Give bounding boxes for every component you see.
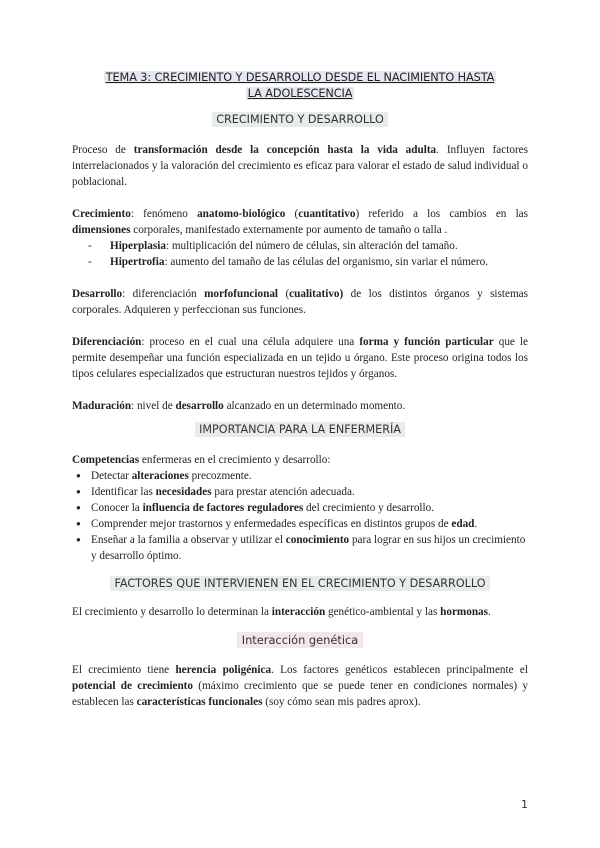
- list-item: ● Enseñar a la familia a observar y utilizar el conocimiento para lograr en sus hijos un crecimiento y desarrollo óptimo.: [72, 532, 528, 564]
- list-item: ● Identificar las necesidades para prestar atención adecuada.: [72, 484, 528, 500]
- list-item: ● Comprender mejor trastornos y enfermedades específicas en distintos grupos de edad.: [72, 516, 528, 532]
- crecimiento-list: [72, 238, 528, 270]
- subheading-interaccion-genetica: Interacción genética: [72, 632, 528, 648]
- section-heading-crecimiento: CRECIMIENTO Y DESARROLLO: [72, 112, 528, 128]
- paragraph-maduracion: Maduración: nivel de desarrollo alcanzado en un determinado momento.: [72, 400, 406, 412]
- paragraph-proceso: Proceso de transformación desde la concepción hasta la vida adulta. Influyen factores interrelacionados y la valoración del crecimiento es eficaz para valorar el estado de salud individual o poblacional.: [72, 144, 528, 188]
- page-title: [72, 70, 528, 102]
- section-heading-factores: FACTORES QUE INTERVIENEN EN EL CRECIMIENTO Y DESARROLLO: [72, 576, 528, 592]
- paragraph-crecimiento: Crecimiento: fenómeno anatomo-biológico (cuantitativo) referido a los cambios en las dimensiones corporales, manifestado externamente por aumento de tamaño o talla .: [72, 208, 529, 236]
- section-heading-importancia: IMPORTANCIA PARA LA ENFERMERÍA: [72, 422, 528, 438]
- paragraph-competencias: Competencias enfermeras en el crecimiento y desarrollo:: [72, 454, 331, 466]
- page-number: 1: [521, 798, 528, 811]
- list-item: - Hipertrofia: aumento del tamaño de las células del organismo, sin variar el número.: [72, 254, 528, 270]
- paragraph-interaccion: El crecimiento y desarrollo lo determinan la interacción genético-ambiental y las hormonas.: [72, 606, 491, 618]
- title-line-2: LA ADOLESCENCIA: [247, 87, 353, 100]
- list-item: ● Conocer la influencia de factores reguladores del crecimiento y desarrollo.: [72, 500, 528, 516]
- paragraph-desarrollo: Desarrollo: diferenciación morfofuncional (cualitativo) de los distintos órganos y sistemas corporales. Adquieren y perfeccionan sus funciones.: [72, 288, 528, 316]
- paragraph-diferenciacion: Diferenciación: proceso en el cual una célula adquiere una forma y función particular que le permite desempeñar una función especializada en un tejido u órgano. Este proceso origina todos los tipos celulares especializados que estructuran nuestros tejidos y órganos.: [72, 336, 528, 380]
- paragraph-herencia: El crecimiento tiene herencia poligénica. Los factores genéticos establecen principalmente el potencial de crecimiento (máximo crecimiento que se puede tener en condiciones normales) y establecen las características funcionales (soy cómo sean mis padres aprox).: [72, 664, 528, 708]
- list-item: ● Detectar alteraciones precozmente.: [72, 468, 528, 484]
- competencias-list: [72, 468, 528, 564]
- title-line-1: TEMA 3: CRECIMIENTO Y DESARROLLO DESDE EL NACIMIENTO HASTA: [105, 71, 495, 84]
- list-item: - Hiperplasia: multiplicación del número de células, sin alteración del tamaño.: [72, 238, 528, 254]
